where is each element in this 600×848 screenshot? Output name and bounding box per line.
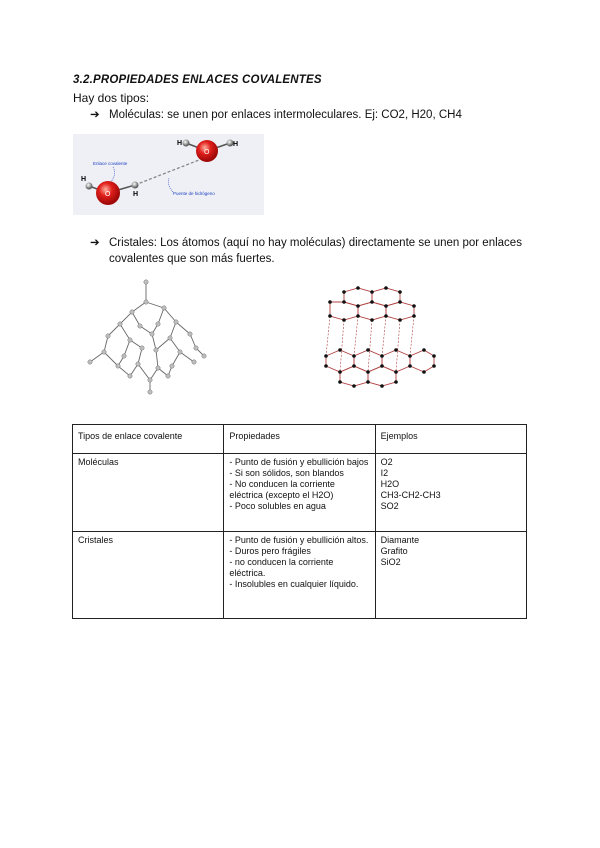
example-item: I2 (380, 468, 389, 478)
atom-label-h1: H (177, 140, 183, 147)
table-row (73, 532, 527, 619)
atom-label-h2: H (233, 141, 239, 148)
property-item: - Si son sólidos, son blandos (229, 468, 344, 478)
figure-graphite-layers (318, 284, 438, 388)
example-item: CH3-CH2-CH3 (380, 490, 441, 500)
cell-examples (375, 532, 526, 619)
property-item: - no conducen la corriente eléctrica. (229, 557, 334, 578)
cell-properties (224, 454, 375, 532)
cell-examples (375, 454, 526, 532)
property-item: - Insolubles en cualquier líquido. (229, 579, 359, 589)
bullet-text: Cristales: Los átomos (aquí no hay moléculas) directamente se unen por enlaces covalentes que son más fuertes. (109, 237, 522, 265)
section-heading: 3.2.PROPIEDADES ENLACES COVALENTES (73, 74, 322, 86)
property-item: - Duros pero frágiles (229, 546, 311, 556)
arrow-icon: ➔ (90, 237, 100, 249)
hydrogen-bond-line (135, 160, 199, 185)
example-item: SO2 (380, 501, 399, 511)
atom-label-h4: H (133, 191, 139, 198)
label-hydrogen-bond: Puente de hidrógeno (173, 191, 215, 196)
example-item: Diamante (380, 535, 420, 545)
cell-properties (224, 532, 375, 619)
property-item: - Poco solubles en agua (229, 501, 326, 511)
figure-diamond-lattice (80, 276, 210, 396)
property-item: - Punto de fusión y ebullición altos. (229, 535, 369, 545)
covalent-bond-properties-table (72, 424, 527, 619)
diamond-structure-illustration (80, 276, 210, 396)
arrow-icon: ➔ (90, 109, 100, 121)
property-item: - No conducen la corriente eléctrica (excepto el H2O) (229, 479, 335, 500)
atom-label-h3: H (81, 176, 87, 183)
figure-water-hydrogen-bond (73, 134, 264, 215)
intro-text: Hay dos tipos: (73, 91, 150, 105)
table-row (73, 454, 527, 532)
label-covalent-bond: Enlace covalente (93, 161, 128, 166)
column-header-type: Tipos de enlace covalente (73, 425, 224, 454)
example-item: Grafito (380, 546, 408, 556)
atom-label-o-top: O (204, 149, 210, 156)
cell-type: Moléculas (73, 454, 224, 532)
cell-type: Cristales (73, 532, 224, 619)
bullet-molecules (90, 107, 530, 125)
property-item: - Punto de fusión y ebullición bajos (229, 457, 369, 467)
example-item: SiO2 (380, 557, 401, 567)
atom-label-o-bottom: O (105, 191, 111, 198)
table-header-row (73, 425, 527, 454)
water-molecules-illustration (73, 134, 264, 215)
bullet-crystals (90, 235, 530, 269)
example-item: H2O (380, 479, 400, 489)
example-item: O2 (380, 457, 393, 467)
column-header-examples: Ejemplos (375, 425, 526, 454)
bullet-text: Moléculas: se unen por enlaces intermoleculares. Ej: CO2, H20, CH4 (109, 109, 462, 121)
column-header-properties: Propiedades (224, 425, 375, 454)
graphite-structure-illustration (318, 284, 438, 388)
